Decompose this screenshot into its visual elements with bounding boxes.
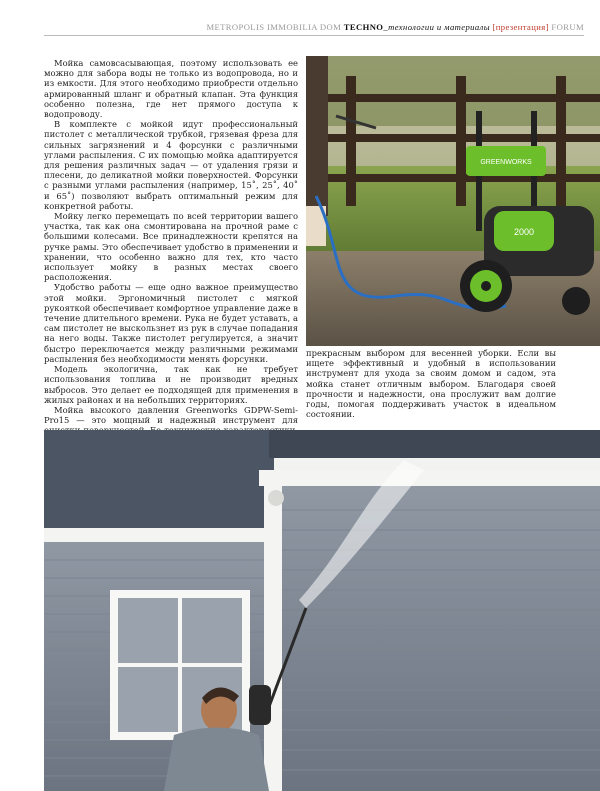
paragraph: прекрасным выбором для весенней уборки. Если вы ищете эффективный и удобный в использовании инструмент для ухода за своим домом и садом, эта мойка станет отличным выбором. Благодаря своей прочности и надежности, она прослужит вам долгие годы, помогая поддерживать участок в идеальном состоянии. bbox=[306, 348, 556, 420]
paragraph: Мойка высокого давления Greenworks GDPW-Semi-Pro15 — это мощный и надежный инструмент для bbox=[44, 404, 298, 426]
running-header bbox=[206, 22, 584, 32]
pressure-washer-illustration bbox=[306, 56, 600, 346]
paragraph: Мойку легко перемещать по всей территории вашего участка, так как она смонтирована на прочной раме с большими колесами. Все принадлежности крепятся на ручке рамы. Это обеспечивает удобство в применении и хранении, что особенно важно для тех, кто часто использует мойку в разных местах своего расположения. bbox=[44, 211, 298, 283]
nav-immobilia: IMMOBILIA bbox=[266, 22, 318, 32]
photo-house-washing bbox=[44, 430, 600, 791]
washer-brand-label: GREENWORKS bbox=[480, 159, 532, 166]
paragraph: Мойка самовсасывающая, поэтому использовать ее можно для забора воды не только из водопровода, но и из емкости. Для этого необходимо приобрести отдельно армированный шланг и обратный клапан. Эта функция особенно полезна, где нет прямого доступа к водопроводу. bbox=[44, 58, 298, 120]
nav-metropolis: METROPOLIS bbox=[206, 22, 265, 32]
text-column-right bbox=[306, 348, 556, 419]
house-washing-illustration bbox=[44, 430, 600, 791]
paragraph: Удобство работы — еще одно важное преимущество этой мойки. Эргономичный пистолет с мягкой рукояткой обеспечивает комфортное управление даже в течение длительного времени. Рука не будет уставать, а сам пистолет не выскользнет из рук в случае попадания на него воды. Также пистолет регулируется, а значит быстро переключается между различными режимами распыления без необходимости менять форсунки. bbox=[44, 282, 298, 364]
section-techno: TECHNO_технологии и материалы bbox=[343, 22, 490, 32]
section-tag: [презентация] bbox=[492, 22, 549, 32]
paragraph: В комплекте с мойкой идут профессиональный пистолет с металлической трубкой, грязевая фреза для сильных загрязнений и 4 форсунки с различными углами распыления. С их помощью мойка адаптируется для решения различных задач — от удаления грязи и плесени, до деликатной мойки поверхностей. Форсунки с разными углами распыления (например, 15˚, 25˚, 40˚ и 65˚) позволяют выбрать оптимальный режим для конкретной работы. bbox=[44, 119, 298, 211]
text-column-left bbox=[44, 58, 298, 456]
header-divider bbox=[44, 35, 584, 36]
photo-pressure-washer bbox=[306, 56, 600, 346]
washer-model-label: 2000 bbox=[513, 227, 535, 237]
nav-forum: FORUM bbox=[551, 22, 584, 32]
nav-dom: DOM bbox=[319, 22, 342, 32]
paragraph: Модель экологична, так как не требует использования топлива и не производит вредных выбросов. Это делает ее подходящей для применения в жилых районах и на небольших территориях. bbox=[44, 364, 298, 405]
